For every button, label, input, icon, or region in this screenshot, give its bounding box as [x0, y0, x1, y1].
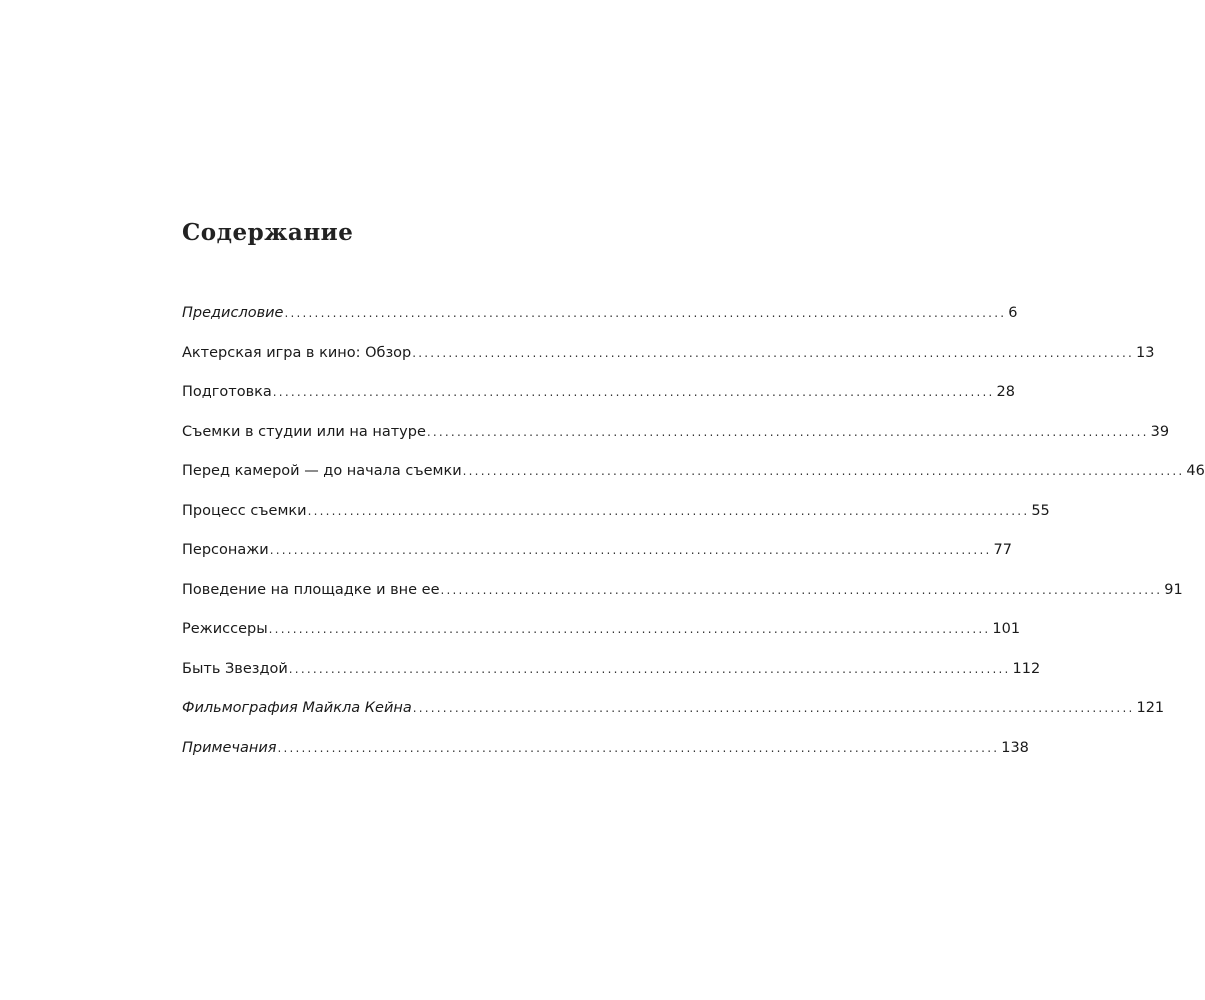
toc-entry-label: Съемки в студии или на натуре [182, 423, 426, 440]
toc-entry-label: Персонажи [182, 542, 269, 558]
toc-entry-label: Фильмография Майкла Кейна [182, 700, 412, 716]
toc-entry [182, 340, 1155, 380]
toc-entry-page-number: 28 [996, 384, 1015, 400]
dot-leader: ........................................................................................................................ [440, 582, 1163, 597]
dot-leader: ........................................................................................................................ [277, 740, 1000, 755]
toc-entry [182, 577, 1183, 617]
toc-entry-page-number: 6 [1008, 305, 1018, 321]
toc-entry-page-number: 138 [1001, 739, 1029, 756]
dot-leader: ........................................................................................................................ [307, 503, 1030, 518]
toc-entry-page-number: 101 [992, 621, 1021, 637]
dot-leader: ........................................................................................................................ [412, 701, 1135, 715]
toc-entry [182, 735, 1029, 775]
toc-entry-label: Режиссеры [182, 621, 268, 637]
toc-entry-page-number: 121 [1136, 700, 1165, 716]
dot-leader: ........................................................................................................................ [269, 543, 992, 557]
toc-entry [182, 695, 1165, 735]
toc-entry [182, 537, 1012, 577]
dot-leader: ........................................................................................................................ [284, 306, 1007, 320]
toc-entry-label: Актерская игра в кино: Обзор [182, 344, 412, 361]
toc-entry-label: Подготовка [182, 384, 272, 400]
toc-entry-label: Быть Звездой [182, 660, 288, 677]
dot-leader: ........................................................................................................................ [268, 622, 991, 636]
toc-entry-label: Процесс съемки [182, 502, 307, 519]
toc-entry-page-number: 55 [1031, 502, 1050, 519]
toc-entry [182, 616, 1021, 656]
toc-entry [182, 458, 1205, 498]
dot-leader: ........................................................................................................................ [412, 345, 1134, 360]
toc-entry [182, 379, 1015, 419]
toc-entry-page-number: 91 [1164, 581, 1183, 598]
toc-entry-page-number: 77 [993, 542, 1012, 558]
dot-leader: ........................................................................................................................ [272, 385, 995, 399]
toc-entry-label: Поведение на площадке и вне ее [182, 581, 440, 598]
dot-leader: ........................................................................................................................ [288, 661, 1011, 676]
toc-entry-page-number: 46 [1186, 463, 1205, 479]
toc-entry-label: Перед камерой — до начала съемки [182, 463, 462, 479]
dot-leader: ........................................................................................................................ [462, 464, 1185, 478]
toc-entry [182, 656, 1041, 696]
toc-entry-page-number: 112 [1012, 660, 1041, 677]
toc-entry [182, 300, 1018, 340]
toc-entry-label: Примечания [182, 739, 277, 756]
dot-leader: ........................................................................................................................ [426, 424, 1149, 439]
table-of-contents [182, 300, 1205, 774]
toc-entry [182, 419, 1170, 459]
toc-entry-label: Предисловие [182, 305, 284, 321]
toc-entry [182, 498, 1050, 538]
toc-entry-page-number: 39 [1150, 423, 1170, 440]
toc-entry-page-number: 13 [1136, 344, 1155, 361]
page-title: Содержание [182, 219, 354, 246]
